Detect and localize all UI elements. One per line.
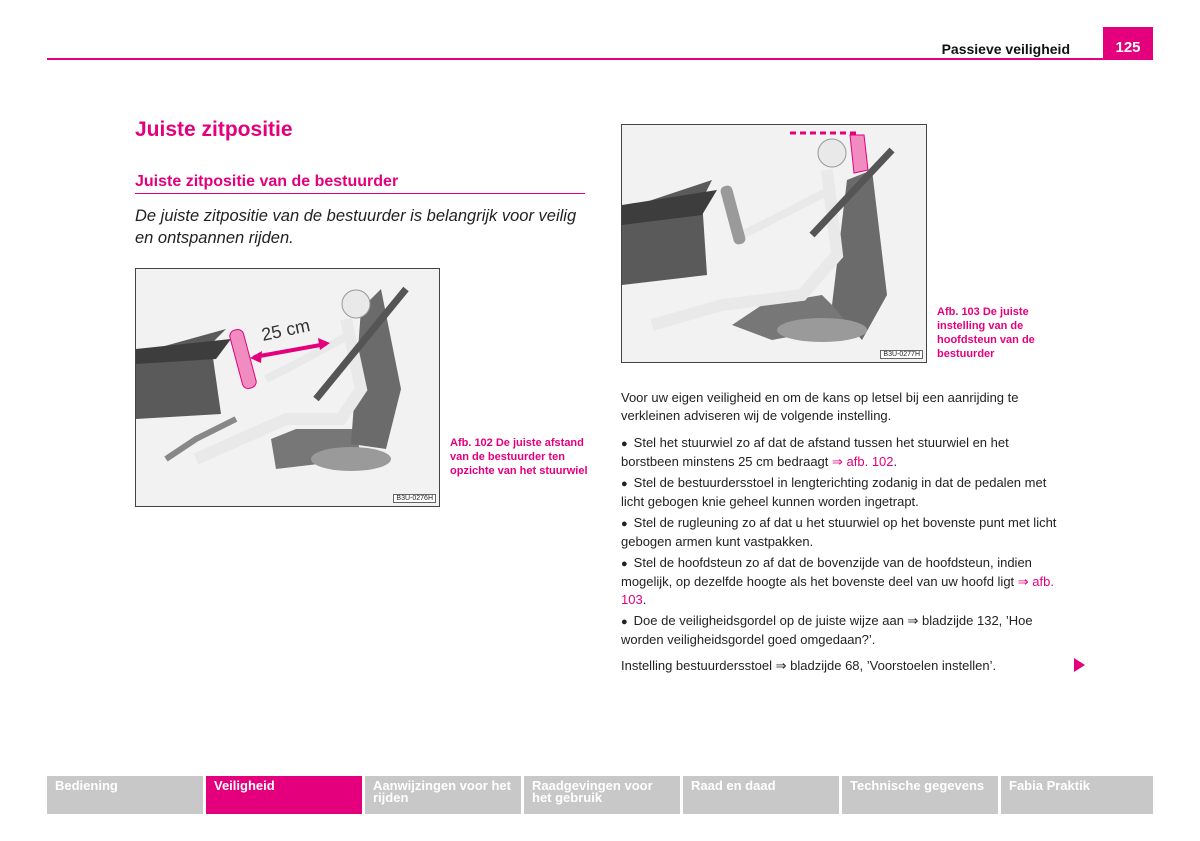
bullet-icon: ● (621, 558, 628, 570)
list-item: ● Doe de veiligheidsgordel op de juiste wijze aan ⇒ bladzijde 132, ’Hoe worden veiligheidsgordel goed omgedaan?’. (621, 613, 1033, 647)
figure-code: B3U-0277H (880, 350, 923, 359)
tab-fabia-praktik[interactable]: Fabia Praktik (1001, 776, 1153, 814)
bullet-icon: ● (621, 478, 628, 490)
header-rule (47, 58, 1153, 60)
tab-aanwijzingen[interactable]: Aanwijzingen voor het rijden (365, 776, 521, 814)
distance-label: 25 cm (259, 315, 312, 345)
figure-102-caption: Afb. 102 De juiste afstand van de bestuurder ten opzichte van het stuurwiel (450, 437, 588, 477)
footer-note: Instelling bestuurdersstoel ⇒ bladzijde 68, ’Voorstoelen instellen’. (621, 658, 997, 673)
page-number: 125 (1103, 27, 1153, 60)
subsection-title: Juiste zitpositie van de bestuurder (135, 173, 399, 190)
figure-link[interactable]: ⇒ afb. 103 (621, 574, 1054, 607)
tab-technische-gegevens[interactable]: Technische gegevens (842, 776, 998, 814)
next-page-arrow-icon[interactable] (1074, 658, 1085, 672)
tab-raadgevingen[interactable]: Raadgevingen voor het gebruik (524, 776, 680, 814)
figure-103-illustration (621, 124, 927, 363)
list-item: ● Stel het stuurwiel zo af dat de afstand tussen het stuurwiel en het borstbeen minstens 25 cm bedraagt ⇒ afb. 102. (621, 435, 1009, 469)
tab-bediening[interactable]: Bediening (47, 776, 203, 814)
list-item: ● Stel de bestuurdersstoel in lengterichting zodanig in dat de pedalen met licht gebogen knie geheel kunnen worden ingetrapt. (621, 475, 1047, 509)
subsection-rule (135, 193, 585, 194)
list-item: ● Stel de rugleuning zo af dat u het stuurwiel op het bovenste punt met licht gebogen armen kunt vastpakken. (621, 515, 1057, 549)
bullet-icon: ● (621, 616, 628, 628)
tab-veiligheid[interactable]: Veiligheid (206, 776, 362, 814)
figure-103-caption: Afb. 103 De juiste instelling van de hoofdsteun van de bestuurder (937, 306, 1035, 360)
intro-text: De juiste zitpositie van de bestuurder is belangrijk voor veilig en ontspannen rijden. (135, 207, 577, 247)
figure-link[interactable]: ⇒ afb. 102 (832, 454, 894, 469)
chapter-tabs (47, 776, 1153, 814)
figure-102-illustration (135, 268, 440, 507)
section-title: Juiste zitpositie (135, 118, 293, 141)
list-item: ● Stel de hoofdsteun zo af dat de bovenzijde van de hoofdsteun, indien mogelijk, op dezelfde hoogte als het bovenste deel van uw hoofd ligt ⇒ afb. 103. (621, 555, 1054, 607)
bullet-icon: ● (621, 518, 628, 530)
figure-code: B3U-0276H (393, 494, 436, 503)
tab-raad-en-daad[interactable]: Raad en daad (683, 776, 839, 814)
body-intro: Voor uw eigen veiligheid en om de kans op letsel bij een aanrijding te verkleinen adviseren wij de volgende instelling. (621, 390, 1019, 423)
header-title: Passieve veiligheid (941, 41, 1070, 57)
bullet-icon: ● (621, 438, 628, 450)
